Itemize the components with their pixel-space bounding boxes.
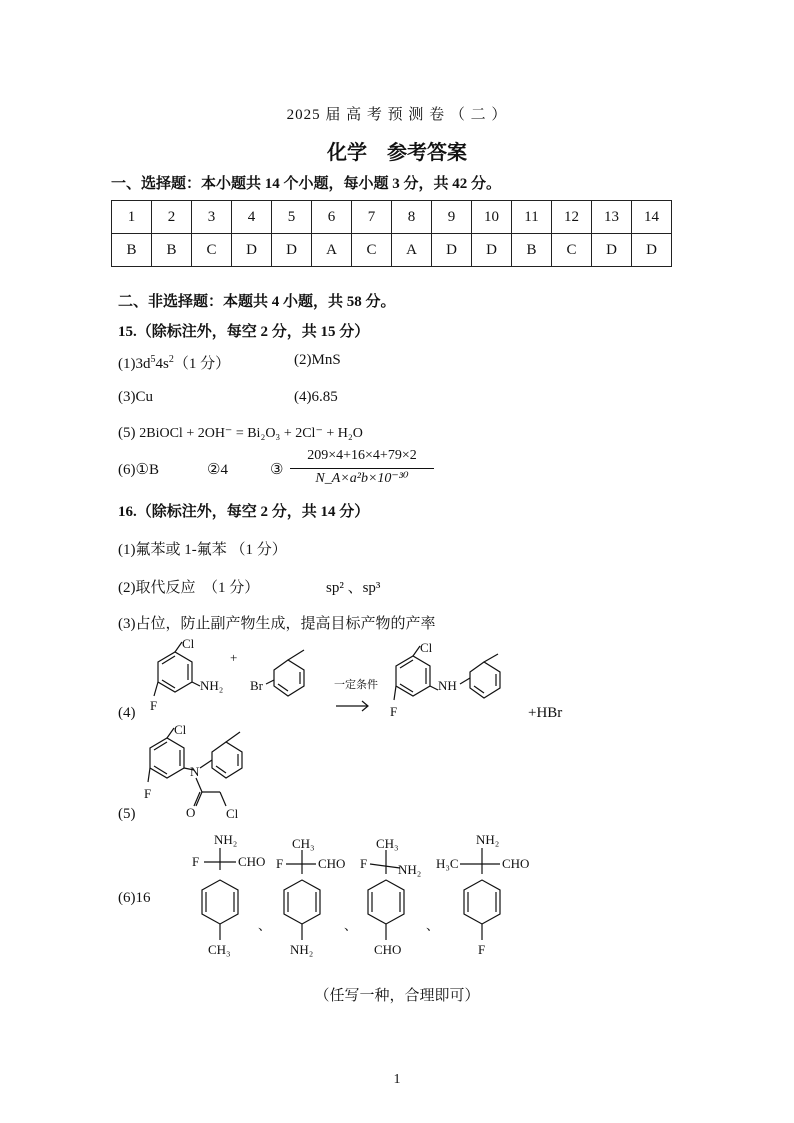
question-number-cell: 1	[112, 201, 152, 234]
question-number-cell: 10	[472, 201, 512, 234]
label-f: F	[150, 698, 158, 713]
label-br: Br	[250, 678, 263, 693]
benzene-ring	[158, 652, 192, 692]
bond-cl	[175, 642, 182, 652]
answer-cell: A	[312, 234, 352, 267]
label-cl: Cl	[182, 636, 195, 651]
isomer-2	[276, 836, 345, 957]
q15-answer-3: (3)Cu	[118, 389, 153, 405]
answer-cell: A	[392, 234, 432, 267]
label-nh: NH	[438, 678, 457, 693]
isomer-1	[192, 832, 265, 957]
question-number-cell: 13	[592, 201, 632, 234]
bond-nh2	[192, 682, 200, 686]
label-ch3: CH₃	[292, 836, 315, 851]
label-cho: CHO	[318, 856, 346, 871]
q15-a6-denominator: N_A×a²b×10⁻³⁰	[315, 471, 409, 486]
label-f: F	[144, 786, 152, 801]
plus-sign: +	[230, 650, 238, 665]
isomer-4	[436, 832, 529, 957]
answer-table	[111, 200, 672, 267]
answer-cell: B	[512, 234, 552, 267]
question-number-cell: 6	[312, 201, 352, 234]
q15-a1-sup2: 2	[168, 354, 174, 365]
answer-cell: C	[192, 234, 232, 267]
q16-answer-6-label: (6)16	[118, 890, 151, 906]
label-ch3: CH₃	[208, 942, 231, 957]
answer-cell: D	[472, 234, 512, 267]
benzene-ring	[396, 656, 430, 696]
benzene-ring	[150, 738, 184, 778]
answer-5-structure	[140, 722, 280, 822]
section1-heading: 一、选择题：本小题共 14 个小题，每小题 3 分，共 42 分。	[111, 176, 502, 192]
q15-answer-2: (2)MnS	[294, 352, 341, 368]
separator: 、	[258, 918, 272, 933]
q15-a6-part2: ②4	[207, 462, 228, 478]
label-cl: Cl	[226, 806, 239, 821]
byproduct-hbr: +HBr	[528, 705, 563, 721]
question-number-cell: 14	[632, 201, 672, 234]
question-number-cell: 9	[432, 201, 472, 234]
question-number-row	[112, 201, 672, 234]
isomer-3	[360, 836, 421, 957]
label-nh2: NH₂	[200, 678, 224, 693]
isomer-structures	[190, 830, 580, 965]
label-n: N	[190, 764, 200, 779]
separator: 、	[344, 918, 358, 933]
bond-f	[154, 682, 158, 696]
label-f: F	[360, 856, 368, 871]
label-cho: CHO	[502, 856, 530, 871]
label-h3c: H₃C	[436, 856, 459, 871]
label-nh2: NH₂	[476, 832, 500, 847]
q15-answer-5	[118, 425, 363, 442]
q15-answer-4: (4)6.85	[294, 389, 338, 405]
q16-answer-2: (2)取代反应 （1 分）	[118, 580, 260, 596]
label-nh2: NH₂	[398, 862, 422, 877]
question-number-cell: 12	[552, 201, 592, 234]
q15-a1-mid: 4s	[155, 356, 169, 372]
label-f: F	[192, 854, 200, 869]
q16-answer-4-label: (4)	[118, 705, 136, 721]
q15-a1-sup1: 5	[150, 354, 156, 365]
label-f: F	[390, 704, 398, 719]
q15-a6-label: (6)①B	[118, 462, 159, 478]
section2-heading: 二、非选择题：本题共 4 小题，共 58 分。	[118, 294, 396, 310]
q16-answer-3: (3)占位，防止副产物生成，提高目标产物的产率	[118, 616, 436, 632]
subject-title: 化学 参考答案	[327, 140, 467, 164]
page-number: 1	[393, 1072, 401, 1087]
q15-a6-numerator: 209×4+16×4+79×2	[307, 448, 417, 463]
q15-a5-label: (5)	[118, 425, 136, 441]
answer-row	[112, 234, 672, 267]
label-o: O	[186, 805, 196, 820]
q16-heading: 16.（除标注外，每空 2 分，共 14 分）	[118, 504, 370, 520]
answer-cell: C	[552, 234, 592, 267]
label-cho: CHO	[238, 854, 266, 869]
label-cho: CHO	[374, 942, 402, 957]
q16-answer-5-label: (5)	[118, 806, 136, 822]
reaction-condition: 一定条件	[334, 679, 378, 691]
q16-answer-6-note: （任写一种，合理即可）	[314, 988, 480, 1004]
label-ch3: CH₃	[376, 836, 399, 851]
label-cl: Cl	[420, 640, 433, 655]
q15-a5-equation: 2BiOCl + 2OH⁻ = Bi₂O₃ + 2Cl⁻ + H₂O	[139, 426, 363, 441]
fraction-bar	[290, 468, 434, 469]
question-number-cell: 11	[512, 201, 552, 234]
answer-cell: C	[352, 234, 392, 267]
answer-cell: D	[632, 234, 672, 267]
label-nh2: NH₂	[214, 832, 238, 847]
label-f: F	[276, 856, 284, 871]
q15-heading: 15.（除标注外，每空 2 分，共 15 分）	[118, 324, 370, 340]
answer-cell: D	[592, 234, 632, 267]
question-number-cell: 8	[392, 201, 432, 234]
methyl-bond	[288, 650, 304, 660]
answer-cell: D	[232, 234, 272, 267]
q15-answer-1	[118, 352, 230, 373]
answer-cell: B	[152, 234, 192, 267]
question-number-cell: 4	[232, 201, 272, 234]
q16-answer-1: (1)氟苯或 1-氟苯 （1 分）	[118, 542, 287, 558]
question-number-cell: 7	[352, 201, 392, 234]
q16-answer-2-hybrid: sp² 、sp³	[326, 580, 381, 596]
separator: 、	[426, 918, 440, 933]
exam-title: 2025 届 高 考 预 测 卷 （ 二 ）	[286, 107, 508, 123]
answer-cell: D	[272, 234, 312, 267]
label-cl: Cl	[174, 722, 187, 737]
label-f: F	[478, 942, 486, 957]
question-number-cell: 3	[192, 201, 232, 234]
answer-cell: D	[432, 234, 472, 267]
q15-a1-note: （1 分）	[173, 356, 231, 372]
q15-a6-part3: ③	[270, 462, 284, 478]
question-number-cell: 2	[152, 201, 192, 234]
answer-cell: B	[112, 234, 152, 267]
label-nh2: NH₂	[290, 942, 314, 957]
q15-a1-prefix: (1)3d	[118, 356, 151, 372]
question-number-cell: 5	[272, 201, 312, 234]
